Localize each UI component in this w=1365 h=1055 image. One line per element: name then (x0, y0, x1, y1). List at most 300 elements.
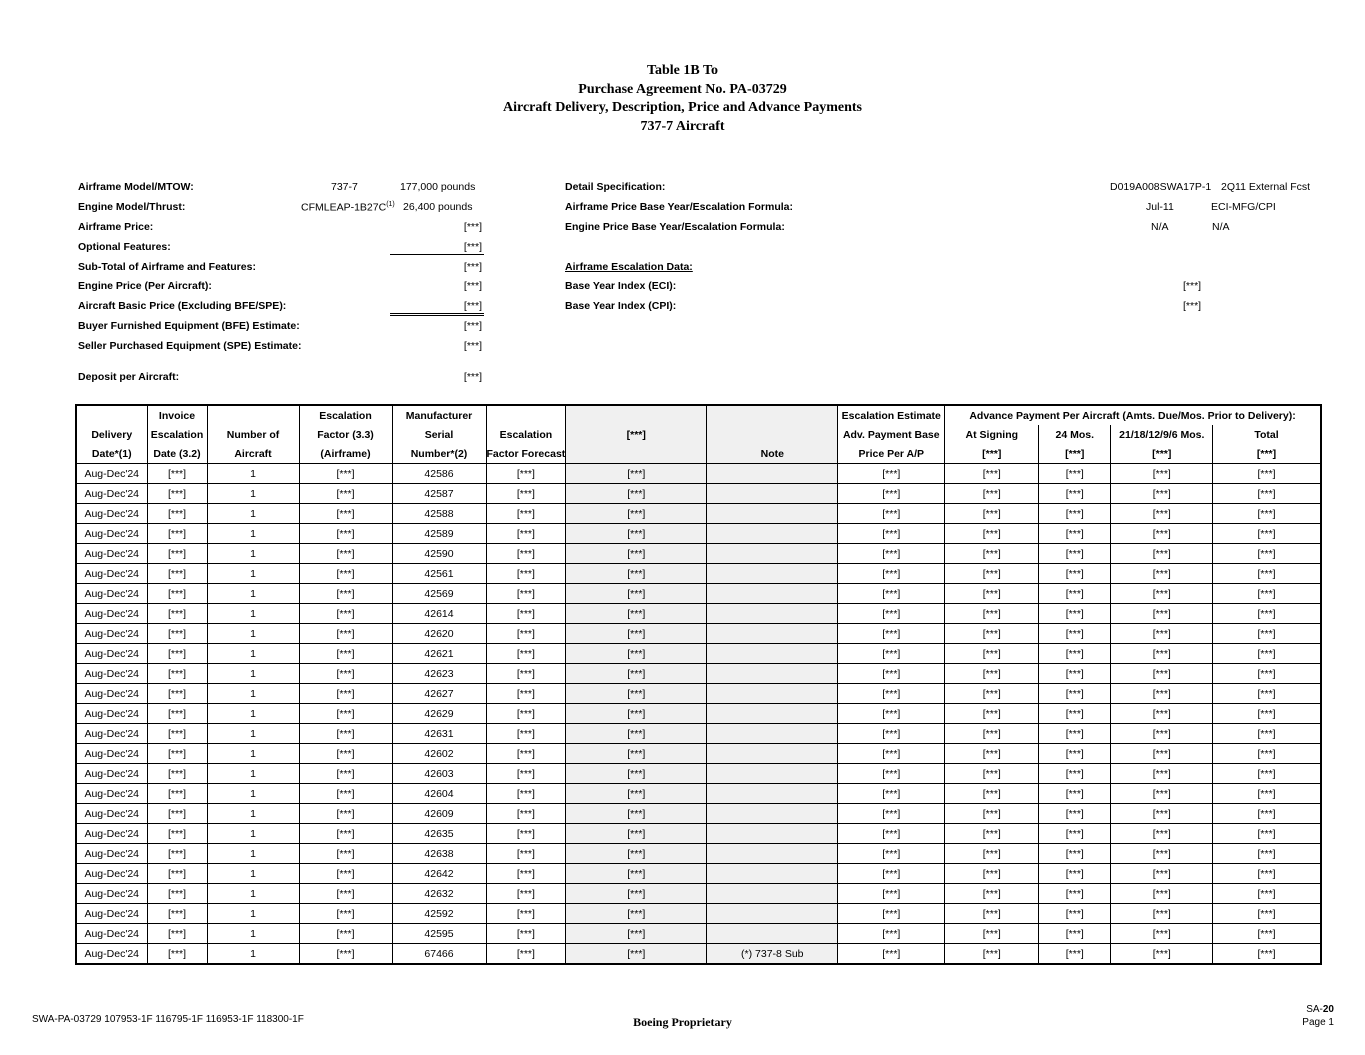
cell-red: [***] (566, 804, 707, 824)
cell-m24: [***] (1039, 484, 1111, 504)
cell-m21: [***] (1111, 864, 1213, 884)
cell-serial: 42595 (392, 924, 486, 944)
hdr-invoice-1: Invoice (147, 405, 207, 425)
cell-m21: [***] (1111, 764, 1213, 784)
cell-esc: [***] (299, 744, 392, 764)
cell-m21: [***] (1111, 504, 1213, 524)
cell-red: [***] (566, 724, 707, 744)
cell-inv: [***] (147, 684, 207, 704)
title-line-1: Table 1B To (646, 63, 719, 78)
cell-num: 1 (207, 744, 299, 764)
cell-serial: 42589 (392, 524, 486, 544)
cell-num: 1 (207, 544, 299, 564)
cell-m21: [***] (1111, 584, 1213, 604)
cell-m24: [***] (1039, 464, 1111, 484)
cell-esc: [***] (299, 624, 392, 644)
table-row (76, 644, 1321, 664)
cell-est: [***] (838, 664, 945, 684)
cell-est: [***] (838, 724, 945, 744)
hdr-invoice-2: Escalation (147, 425, 207, 444)
hdr-redacted-2: [***] (566, 425, 707, 444)
table-row (76, 764, 1321, 784)
cell-date: Aug-Dec'24 (76, 584, 147, 604)
cell-total: [***] (1213, 844, 1321, 864)
cell-est: [***] (838, 544, 945, 564)
cell-total: [***] (1213, 824, 1321, 844)
cell-m24: [***] (1039, 924, 1111, 944)
hdr-total-2: [***] (1213, 444, 1321, 464)
hdr-note-1 (707, 405, 838, 425)
cell-total: [***] (1213, 564, 1321, 584)
cell-inv: [***] (147, 744, 207, 764)
footer-proprietary: Boeing Proprietary (633, 1015, 732, 1029)
airframe-price-value: [***] (463, 221, 482, 233)
cell-esc: [***] (299, 924, 392, 944)
cell-inv: [***] (147, 544, 207, 564)
cell-note (707, 744, 838, 764)
cell-serial: 67466 (392, 944, 486, 965)
cell-sign: [***] (945, 944, 1039, 965)
engine-model-value (301, 201, 395, 214)
bfe-label: Buyer Furnished Equipment (BFE) Estimate: (78, 320, 300, 332)
table-row (76, 744, 1321, 764)
cell-fc: [***] (486, 564, 566, 584)
cell-esc: [***] (299, 724, 392, 744)
cell-num: 1 (207, 684, 299, 704)
cell-m21: [***] (1111, 644, 1213, 664)
cell-esc: [***] (299, 784, 392, 804)
cell-date: Aug-Dec'24 (76, 764, 147, 784)
cell-serial: 42609 (392, 804, 486, 824)
table-row (76, 824, 1321, 844)
cell-red: [***] (566, 544, 707, 564)
airframe-base-formula: ECI-MFG/CPI (1211, 201, 1276, 213)
table-row (76, 584, 1321, 604)
cell-num: 1 (207, 944, 299, 965)
cell-total: [***] (1213, 784, 1321, 804)
cell-note (707, 624, 838, 644)
cell-inv: [***] (147, 464, 207, 484)
cell-fc: [***] (486, 924, 566, 944)
hdr-delivery-1 (76, 405, 147, 425)
hdr-invoice-3: Date (3.2) (147, 444, 207, 464)
footer-page: Page 1 (1302, 1017, 1334, 1028)
cell-m21: [***] (1111, 664, 1213, 684)
table-row (76, 844, 1321, 864)
cell-m21: [***] (1111, 624, 1213, 644)
cell-serial: 42629 (392, 704, 486, 724)
cell-num: 1 (207, 904, 299, 924)
cell-inv: [***] (147, 524, 207, 544)
cell-total: [***] (1213, 764, 1321, 784)
cell-m24: [***] (1039, 904, 1111, 924)
cell-est: [***] (838, 644, 945, 664)
cell-serial: 42623 (392, 664, 486, 684)
cell-m24: [***] (1039, 844, 1111, 864)
cell-num: 1 (207, 824, 299, 844)
cell-m24: [***] (1039, 604, 1111, 624)
cell-esc: [***] (299, 704, 392, 724)
cell-serial: 42587 (392, 484, 486, 504)
cell-date: Aug-Dec'24 (76, 464, 147, 484)
cell-m24: [***] (1039, 524, 1111, 544)
cell-est: [***] (838, 464, 945, 484)
cell-m21: [***] (1111, 704, 1213, 724)
cell-note (707, 764, 838, 784)
basic-price-value: [***] (463, 300, 482, 312)
cell-fc: [***] (486, 504, 566, 524)
cell-sign: [***] (945, 804, 1039, 824)
cell-note (707, 804, 838, 824)
footer-sa-prefix: SA- (1306, 1004, 1323, 1015)
cell-sign: [***] (945, 644, 1039, 664)
bfe-value: [***] (463, 320, 482, 332)
title-line-2: Purchase Agreement No. PA-03729 (578, 81, 787, 97)
engine-price-label: Engine Price (Per Aircraft): (78, 280, 212, 292)
table-row (76, 704, 1321, 724)
engine-base-formula: N/A (1212, 221, 1230, 233)
hdr-signing-1: At Signing (945, 425, 1039, 444)
cell-m21: [***] (1111, 884, 1213, 904)
cell-fc: [***] (486, 744, 566, 764)
cell-num: 1 (207, 864, 299, 884)
cell-inv: [***] (147, 644, 207, 664)
cell-m24: [***] (1039, 664, 1111, 684)
cell-serial: 42569 (392, 584, 486, 604)
table-body (76, 464, 1321, 965)
cell-m24: [***] (1039, 684, 1111, 704)
cell-date: Aug-Dec'24 (76, 664, 147, 684)
cell-m21: [***] (1111, 904, 1213, 924)
cell-m21: [***] (1111, 844, 1213, 864)
hdr-escforecast-3: Factor Forecast (486, 444, 566, 464)
cell-inv: [***] (147, 604, 207, 624)
cell-date: Aug-Dec'24 (76, 684, 147, 704)
cell-serial: 42631 (392, 724, 486, 744)
spe-label: Seller Purchased Equipment (SPE) Estimate: (78, 340, 302, 352)
cell-m21: [***] (1111, 544, 1213, 564)
table-row (76, 664, 1321, 684)
cell-inv: [***] (147, 504, 207, 524)
cell-date: Aug-Dec'24 (76, 744, 147, 764)
cell-date: Aug-Dec'24 (76, 944, 147, 965)
cell-m24: [***] (1039, 884, 1111, 904)
table-row (76, 724, 1321, 744)
cell-total: [***] (1213, 464, 1321, 484)
cell-inv: [***] (147, 704, 207, 724)
table-row (76, 864, 1321, 884)
cell-fc: [***] (486, 464, 566, 484)
hdr-estimate-2: Adv. Payment Base (838, 425, 945, 444)
cell-total: [***] (1213, 944, 1321, 965)
cell-m24: [***] (1039, 864, 1111, 884)
hdr-24mos-1: 24 Mos. (1039, 425, 1111, 444)
cell-num: 1 (207, 924, 299, 944)
cell-red: [***] (566, 884, 707, 904)
cell-serial: 42614 (392, 604, 486, 624)
cell-date: Aug-Dec'24 (76, 704, 147, 724)
cell-note (707, 704, 838, 724)
cell-m21: [***] (1111, 784, 1213, 804)
cell-note (707, 644, 838, 664)
table-row (76, 524, 1321, 544)
cell-note (707, 904, 838, 924)
document-title (0, 62, 1365, 136)
table-row (76, 784, 1321, 804)
cell-est: [***] (838, 484, 945, 504)
cell-red: [***] (566, 524, 707, 544)
escalation-data-heading: Airframe Escalation Data: (565, 261, 693, 273)
cell-total: [***] (1213, 904, 1321, 924)
cell-m24: [***] (1039, 644, 1111, 664)
cell-esc: [***] (299, 944, 392, 965)
footer-sa (1302, 1003, 1334, 1016)
cell-note (707, 664, 838, 684)
cell-date: Aug-Dec'24 (76, 604, 147, 624)
cell-sign: [***] (945, 924, 1039, 944)
cell-red: [***] (566, 584, 707, 604)
cell-est: [***] (838, 944, 945, 965)
table-row (76, 944, 1321, 965)
cell-note (707, 584, 838, 604)
cell-sign: [***] (945, 724, 1039, 744)
cell-fc: [***] (486, 764, 566, 784)
engine-model-text: CFMLEAP-1B27C (301, 201, 387, 214)
cell-date: Aug-Dec'24 (76, 884, 147, 904)
cell-est: [***] (838, 604, 945, 624)
cell-inv: [***] (147, 564, 207, 584)
cell-note (707, 844, 838, 864)
cell-sign: [***] (945, 664, 1039, 684)
cell-red: [***] (566, 904, 707, 924)
cell-date: Aug-Dec'24 (76, 524, 147, 544)
cell-est: [***] (838, 524, 945, 544)
cell-esc: [***] (299, 524, 392, 544)
hdr-redacted-1 (566, 405, 707, 425)
cell-fc: [***] (486, 844, 566, 864)
cell-total: [***] (1213, 544, 1321, 564)
cell-sign: [***] (945, 544, 1039, 564)
cell-esc: [***] (299, 884, 392, 904)
cell-m24: [***] (1039, 724, 1111, 744)
hdr-21mos-1: 21/18/12/9/6 Mos. (1111, 425, 1213, 444)
eci-label: Base Year Index (ECI): (565, 280, 677, 292)
cell-num: 1 (207, 604, 299, 624)
cell-total: [***] (1213, 884, 1321, 904)
cell-esc: [***] (299, 764, 392, 784)
cell-m24: [***] (1039, 504, 1111, 524)
deposit-value: [***] (463, 371, 482, 383)
airframe-price-label: Airframe Price: (78, 221, 154, 233)
cell-serial: 42620 (392, 624, 486, 644)
deposit-label: Deposit per Aircraft: (78, 371, 180, 383)
cell-date: Aug-Dec'24 (76, 564, 147, 584)
cell-esc: [***] (299, 504, 392, 524)
cell-note (707, 884, 838, 904)
cell-fc: [***] (486, 584, 566, 604)
cell-note (707, 924, 838, 944)
cell-note (707, 564, 838, 584)
cell-serial: 42632 (392, 884, 486, 904)
cell-red: [***] (566, 644, 707, 664)
cell-num: 1 (207, 484, 299, 504)
cell-inv: [***] (147, 664, 207, 684)
cell-fc: [***] (486, 884, 566, 904)
cell-m24: [***] (1039, 584, 1111, 604)
hdr-21mos-2: [***] (1111, 444, 1213, 464)
cell-num: 1 (207, 844, 299, 864)
cell-est: [***] (838, 884, 945, 904)
spe-value: [***] (463, 340, 482, 352)
hdr-note-2 (707, 425, 838, 444)
cell-est: [***] (838, 864, 945, 884)
hdr-serial-2: Serial (392, 425, 486, 444)
cell-m21: [***] (1111, 684, 1213, 704)
subtotal-label: Sub-Total of Airframe and Features: (78, 261, 256, 273)
cell-red: [***] (566, 564, 707, 584)
table-row (76, 904, 1321, 924)
cell-num: 1 (207, 524, 299, 544)
hdr-estimate-1: Escalation Estimate (838, 405, 945, 425)
cell-inv: [***] (147, 844, 207, 864)
detail-spec-value: D019A008SWA17P-1 (1110, 181, 1212, 193)
cell-note (707, 604, 838, 624)
cell-sign: [***] (945, 684, 1039, 704)
cell-red: [***] (566, 744, 707, 764)
cell-date: Aug-Dec'24 (76, 544, 147, 564)
cell-m24: [***] (1039, 744, 1111, 764)
cell-inv: [***] (147, 924, 207, 944)
table-row (76, 564, 1321, 584)
cell-total: [***] (1213, 704, 1321, 724)
cell-fc: [***] (486, 544, 566, 564)
cell-sign: [***] (945, 844, 1039, 864)
hdr-estimate-3: Price Per A/P (838, 444, 945, 464)
cell-m24: [***] (1039, 544, 1111, 564)
cell-serial: 42602 (392, 744, 486, 764)
table-header (76, 405, 1321, 464)
title-line-4: 737-7 Aircraft (640, 118, 725, 134)
cell-sign: [***] (945, 904, 1039, 924)
cell-fc: [***] (486, 664, 566, 684)
cell-fc: [***] (486, 944, 566, 965)
cell-serial: 42586 (392, 464, 486, 484)
cell-m24: [***] (1039, 824, 1111, 844)
cell-sign: [***] (945, 464, 1039, 484)
cell-red: [***] (566, 844, 707, 864)
footer-sa-number: 20 (1322, 1004, 1334, 1015)
cell-inv: [***] (147, 584, 207, 604)
table-row (76, 884, 1321, 904)
hdr-note-3: Note (707, 444, 838, 464)
cell-date: Aug-Dec'24 (76, 784, 147, 804)
cell-est: [***] (838, 564, 945, 584)
cell-fc: [***] (486, 624, 566, 644)
cell-inv: [***] (147, 784, 207, 804)
cell-total: [***] (1213, 684, 1321, 704)
hdr-delivery-3: Date*(1) (76, 444, 147, 464)
cell-serial: 42627 (392, 684, 486, 704)
cell-fc: [***] (486, 484, 566, 504)
cell-inv: [***] (147, 884, 207, 904)
cell-red: [***] (566, 624, 707, 644)
cell-num: 1 (207, 724, 299, 744)
subtotal-value: [***] (463, 261, 482, 273)
cell-num: 1 (207, 764, 299, 784)
cell-esc: [***] (299, 644, 392, 664)
title-line-3: Aircraft Delivery, Description, Price and Advance Payments (502, 100, 862, 115)
cell-fc: [***] (486, 784, 566, 804)
delivery-table (75, 404, 1322, 965)
cell-sign: [***] (945, 564, 1039, 584)
cell-note (707, 824, 838, 844)
cell-sign: [***] (945, 884, 1039, 904)
cell-note (707, 504, 838, 524)
hdr-signing-2: [***] (945, 444, 1039, 464)
cell-serial: 42604 (392, 784, 486, 804)
cell-note (707, 544, 838, 564)
cell-serial: 42642 (392, 864, 486, 884)
cell-est: [***] (838, 584, 945, 604)
cell-red: [***] (566, 504, 707, 524)
cell-m24: [***] (1039, 804, 1111, 824)
cell-date: Aug-Dec'24 (76, 624, 147, 644)
basic-price-double-rule (390, 313, 484, 316)
cell-total: [***] (1213, 604, 1321, 624)
cell-note (707, 724, 838, 744)
cell-esc: [***] (299, 484, 392, 504)
table-row (76, 504, 1321, 524)
cell-total: [***] (1213, 804, 1321, 824)
cell-sign: [***] (945, 584, 1039, 604)
cell-num: 1 (207, 884, 299, 904)
cell-num: 1 (207, 664, 299, 684)
cell-esc: [***] (299, 904, 392, 924)
cell-m21: [***] (1111, 484, 1213, 504)
cell-date: Aug-Dec'24 (76, 924, 147, 944)
cell-est: [***] (838, 704, 945, 724)
cell-num: 1 (207, 784, 299, 804)
cell-m21: [***] (1111, 524, 1213, 544)
cell-sign: [***] (945, 704, 1039, 724)
cell-esc: [***] (299, 564, 392, 584)
cell-red: [***] (566, 484, 707, 504)
cell-total: [***] (1213, 724, 1321, 744)
hdr-escfactor-3: (Airframe) (299, 444, 392, 464)
cell-fc: [***] (486, 904, 566, 924)
cell-esc: [***] (299, 684, 392, 704)
cell-red: [***] (566, 664, 707, 684)
hdr-serial-3: Number*(2) (392, 444, 486, 464)
optional-features-value: [***] (463, 241, 482, 253)
engine-thrust-value: 26,400 pounds (403, 201, 473, 213)
cell-num: 1 (207, 644, 299, 664)
cell-serial: 42592 (392, 904, 486, 924)
cell-total: [***] (1213, 584, 1321, 604)
cell-serial: 42621 (392, 644, 486, 664)
cell-red: [***] (566, 924, 707, 944)
cell-fc: [***] (486, 524, 566, 544)
cpi-value: [***] (1183, 300, 1202, 312)
table-row (76, 924, 1321, 944)
cell-inv: [***] (147, 484, 207, 504)
hdr-number-3: Aircraft (207, 444, 299, 464)
cell-num: 1 (207, 464, 299, 484)
table-row (76, 544, 1321, 564)
cell-fc: [***] (486, 864, 566, 884)
cell-m21: [***] (1111, 724, 1213, 744)
cell-red: [***] (566, 464, 707, 484)
